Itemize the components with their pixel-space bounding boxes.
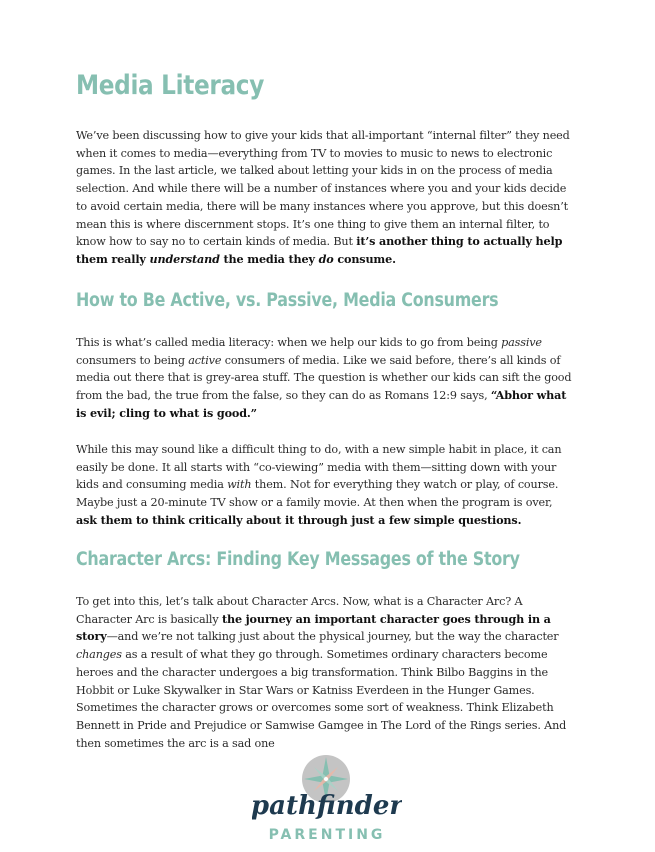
s2p1-italic-changes: changes [76,648,122,662]
section2-paragraph-1 [76,593,576,752]
s1p1-bold-quote: “Abhor what is evil; cling to what is good.” [76,388,567,420]
intro-text: We’ve been discussing how to give your kids that all-important “internal filter” they need when it comes to media—everything from TV to movies to music to news to electronic games. In the last article, we talked about letting your kids in on the process of media selection. And while there will be a number of instances where you and your kids decide to avoid certain media, there will be many instances where you approve, but this doesn’t mean this is where discernment stops. It’s one thing to give them an internal filter, to know how to say no to certain kinds of media. But [76,129,570,249]
s2p1-bold-journey: the journey an important character goes through in a story [76,611,551,644]
s2p1-text-1: To get into this, let’s talk about Character Arcs. Now, what is a Character Arc? A Character Arc is basically [76,595,523,626]
s1p1-text-2: consumers to being [76,353,189,367]
s1p2-italic-with: with [227,478,252,492]
intro-bold-italic-2: do [318,251,334,266]
logo-word-pathfinder: pathfinder [252,791,402,821]
s1p1-italic-active: active [188,353,222,367]
page-title: Media Literacy [76,70,265,101]
s1p2-bold-ask: ask them to think critically about it through just a few simple questions. [76,512,522,527]
section-heading-character-arcs: Character Arcs: Finding Key Messages of the Story [76,549,520,570]
s1p2-text-1: While this may sound like a difficult thing to do, with a new simple habit in place, it can easily be done. It all starts with “co-viewing” media with them—sitting down with your kids and consuming media [76,443,562,492]
intro-bold-2: the media they [219,251,319,266]
s2p1-text-3: as a result of what they go through. Sometimes ordinary characters become heroes and the character undergoes a big transformation. Think Bilbo Baggins in the Hobbit or Luke Skywalker in Star Wars or Katniss Everdeen in the Hunger Games. Sometimes the character grows or overcomes some sort of weakness. Think Elizabeth Bennett in Pride and Prejudice or Samwise Gamgee in The Lord of the Rings series. And then sometimes the arc is a sad one [76,648,567,750]
logo-word-parenting: PARENTING [268,827,386,843]
section-heading-active-passive: How to Be Active, vs. Passive, Media Consumers [76,290,499,311]
section1-paragraph-2 [76,441,576,530]
intro-bold-italic-1: understand [149,251,220,266]
logo-svg [252,752,402,847]
s1p1-text-3: consumers of media. Like we said before, there’s all kinds of media out there that is grey-area stuff. The question is whether our kids can sift the good from the bad, the true from the false, so they can do as Romans 12:9 says, [76,353,572,403]
intro-paragraph [76,127,576,269]
s1p1-text-1: This is what’s called media literacy: when we help our kids to go from being [76,336,502,349]
pathfinder-parenting-logo [252,752,402,847]
section1-paragraph-1 [76,334,576,423]
s1p2-text-2: them. Not for everything they watch or play, of course. Maybe just a 20-minute TV show or a family movie. At then when the program is over, [76,478,559,510]
intro-bold-1: it’s another thing to actually help them really [76,234,563,266]
s2p1-text-2: —and we’re not talking just about the physical journey, but the way the character [106,630,559,644]
s1p1-italic-passive: passive [501,336,542,349]
intro-bold-3: consume. [333,251,396,266]
